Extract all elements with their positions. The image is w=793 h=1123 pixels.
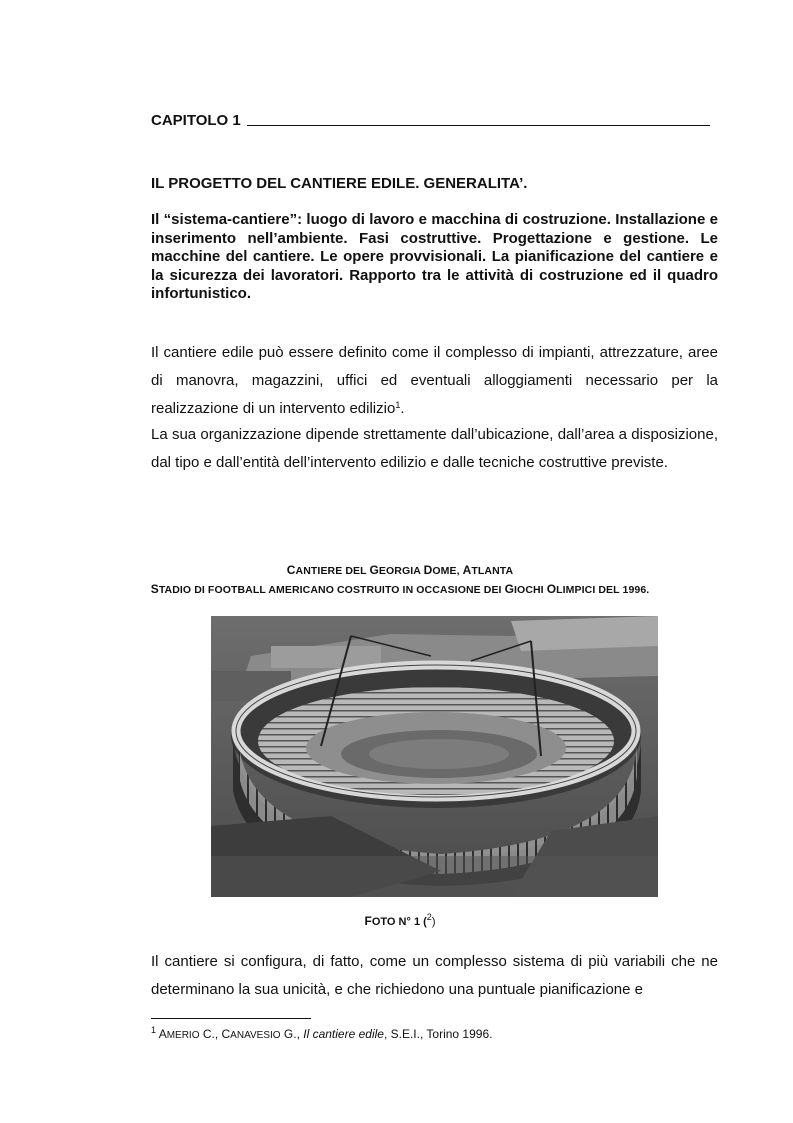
author2-initial: C bbox=[221, 1027, 231, 1041]
chapter-heading bbox=[151, 112, 710, 129]
author1-initial: A bbox=[158, 1027, 167, 1041]
cap1-tlanta: TLANTA bbox=[471, 565, 514, 577]
paragraph-2: La sua organizzazione dipende strettamente dall’ubicazione, dall’area a disposizione, dal tipo e dall’entità dell’intervento edilizio e dalle tecniche costruttive previste. bbox=[151, 426, 718, 471]
author2-tail: G., bbox=[280, 1027, 304, 1041]
paragraph-1-end: . bbox=[400, 400, 405, 417]
cap1-eorgia: EORGIA bbox=[378, 565, 424, 577]
cap1-ome: OME, bbox=[432, 565, 463, 577]
stadium-photo-illustration bbox=[211, 616, 658, 897]
author1-rest: MERIO bbox=[166, 1030, 200, 1041]
photo-cap-oto: OTO N bbox=[371, 916, 407, 928]
photo-cap-f: F bbox=[364, 914, 372, 928]
photo-caption bbox=[100, 914, 700, 928]
cap2-iochi: IOCHI bbox=[514, 584, 547, 596]
cap1-antiere: ANTIERE DEL bbox=[295, 565, 370, 577]
cap2-o: O bbox=[546, 582, 557, 596]
footnote-ref-2[interactable]: 2 bbox=[426, 912, 432, 922]
cap1-a: A bbox=[462, 563, 472, 577]
section-title: IL PROGETTO DEL CANTIERE EDILE. GENERALITA’. bbox=[151, 175, 528, 192]
cap2-g: G bbox=[504, 582, 515, 596]
photo-cap-number: ° 1 ( bbox=[406, 916, 427, 928]
cap2-limpici: LIMPICI DEL 1996. bbox=[556, 584, 650, 596]
paragraph-3: Il cantiere si configura, di fatto, come un complesso sistema di più variabili che ne determinano la sua unicità, e che richiedono una puntuale pianificazione e bbox=[151, 953, 718, 998]
footnote-1 bbox=[151, 1027, 721, 1041]
cap1-g: G bbox=[369, 563, 379, 577]
paragraph-1 bbox=[151, 339, 718, 423]
figure-caption-title bbox=[100, 563, 700, 577]
cap2-s: S bbox=[150, 582, 159, 596]
figure-caption-subtitle bbox=[100, 582, 700, 596]
cap1-c: C bbox=[286, 563, 296, 577]
footnote-separator bbox=[151, 1018, 311, 1019]
footnote-book-title: Il cantiere edile bbox=[303, 1027, 384, 1041]
author1-tail: C., bbox=[199, 1027, 222, 1041]
cap2-tadio: TADIO DI FOOTBALL AMERICANO COSTRUITO IN OCCASIONE DEI bbox=[158, 584, 505, 596]
cap1-d: D bbox=[423, 563, 433, 577]
author2-rest: ANAVESIO bbox=[230, 1030, 281, 1041]
chapter-rule bbox=[247, 125, 710, 126]
photo-cap-close: ) bbox=[431, 916, 436, 928]
section-subtitle: Il “sistema-cantiere”: luogo di lavoro e macchina di costruzione. Installazione e inserimento nell’ambiente. Fasi costruttive. Progettazione e gestione. Le macchine del cantiere. Le opere provvisionali. La pianificazione del cantiere e la sicurezza dei lavoratori. Rapporto tra le attività di costruzione ed il quadro infortunistico. bbox=[151, 211, 718, 302]
footnote-number: 1 bbox=[151, 1025, 157, 1035]
footnote-publisher: , S.E.I., Torino 1996. bbox=[383, 1027, 493, 1041]
stadium-construction-photo bbox=[211, 616, 658, 897]
paragraph-1-text: Il cantiere edile può essere definito come il complesso di impianti, attrezzature, aree di manovra, magazzini, uffici ed eventuali alloggiamenti necessario per la realizzazione di un intervento edilizio bbox=[151, 344, 718, 417]
footnote-ref-1[interactable]: 1 bbox=[395, 400, 401, 410]
chapter-label: CAPITOLO 1 bbox=[151, 112, 241, 129]
